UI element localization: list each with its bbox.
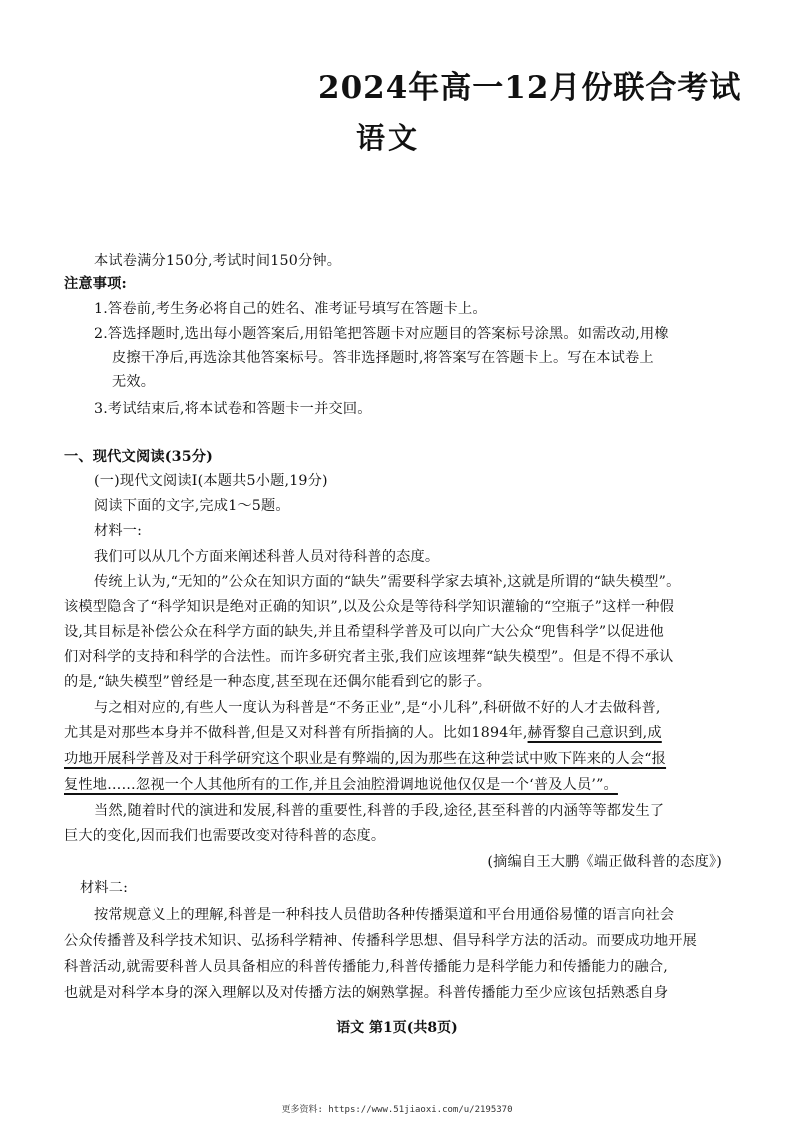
notice-item-2-line-1: 2.答选择题时,选出每小题答案后,用铅笔把答题卡对应题目的答案标号涂黑。如需改动,用橡 (94, 326, 669, 342)
material-2-line: 公众传播普及科学技术知识、弘扬科学精神、传播科学思想、倡导科学方法的活动。而要成功地开展 (64, 933, 698, 949)
material-1-label: 材料一: (94, 523, 143, 539)
resource-link[interactable]: 更多资料: https://www.51jiaoxi.com/u/2195370 (281, 1105, 513, 1115)
material-1-line (64, 722, 662, 742)
section-subtitle: (一)现代文阅读Ⅰ(本题共5小题,19分) (94, 473, 328, 489)
underlined-text: 赫胥黎自己意识到,成 (527, 725, 662, 741)
material-1-line: 传统上认为,“无知的”公众在知识方面的“缺失”需要科学家去填补,这就是所谓的“缺失模型”。 (94, 574, 681, 590)
material-1-paragraph: 我们可以从几个方面来阐述科普人员对待科普的态度。 (94, 549, 440, 565)
material-1-source: (摘编自王大鹏《端正做科普的态度》) (487, 854, 722, 870)
material-1-line: 与之相对应的,有些人一度认为科普是“不务正业”,是“小儿科”,科研做不好的人才去做科普, (94, 700, 661, 716)
material-1-text: 尤其是对那些本身并不做科普,但是又对科普有所指摘的人。比如1894年, (64, 725, 528, 741)
material-2-line: 也就是对科学本身的深入理解以及对传播方法的娴熟掌握。科普传播能力至少应该包括熟悉自身 (64, 985, 669, 1001)
underlined-line: 功地开展科学普及对于科学研究这个职业是有弊端的,因为那些在这种尝试中败下阵来的人会“报 (64, 751, 667, 767)
material-2-line: 科普活动,就需要科普人员具备相应的科普传播能力,科普传播能力是科学能力和传播能力的融合, (64, 959, 669, 975)
reading-prompt: 阅读下面的文字,完成1～5题。 (94, 498, 290, 514)
notice-heading: 注意事项: (64, 276, 127, 292)
notice-item-2-line-2: 皮擦干净后,再选涂其他答案标号。答非选择题时,将答案写在答题卡上。写在本试卷上 (112, 350, 654, 366)
material-1-line: 的是,“缺失模型”曾经是一种态度,甚至现在还偶尔能看到它的影子。 (64, 674, 492, 690)
subject-title: 语文 (356, 121, 421, 155)
exam-title: 2024年高一12月份联合考试 (318, 70, 742, 106)
exam-intro: 本试卷满分150分,考试时间150分钟。 (94, 253, 342, 269)
material-1-line: 设,其目标是补偿公众在科学方面的缺失,并且希望科学普及可以向广大公众“兜售科学”以促进他 (64, 624, 664, 640)
underlined-line: 复性地……忽视一个人其他所有的工作,并且会油腔滑调地说他仅仅是一个‘普及人员’”。 (64, 777, 618, 793)
material-1-line: 当然,随着时代的演进和发展,科普的重要性,科普的手段,途径,甚至科普的内涵等等都发生了 (94, 803, 665, 819)
material-2-label: 材料二: (80, 880, 129, 896)
material-2-line: 按常规意义上的理解,科普是一种科技人员借助各种传播渠道和平台用通俗易懂的语言向社会 (94, 907, 675, 923)
notice-item-1: 1.答卷前,考生务必将自己的姓名、准考证号填写在答题卡上。 (94, 301, 487, 317)
notice-item-3: 3.考试结束后,将本试卷和答题卡一并交回。 (94, 401, 372, 417)
material-1-line: 该模型隐含了“科学知识是绝对正确的知识”,以及公众是等待科学知识灌输的“空瓶子”这样一种假 (64, 599, 675, 615)
section-title: 一、现代文阅读(35分) (64, 449, 214, 465)
page-number: 语文 第1页(共8页) (336, 1020, 458, 1036)
material-1-line: 巨大的变化,因而我们也需要改变对待科普的态度。 (64, 828, 386, 844)
material-1-line: 们对科学的支持和科学的合法性。而许多研究者主张,我们应该埋葬“缺失模型”。但是不得不承认 (64, 649, 674, 665)
notice-item-2-line-3: 无效。 (112, 374, 156, 390)
